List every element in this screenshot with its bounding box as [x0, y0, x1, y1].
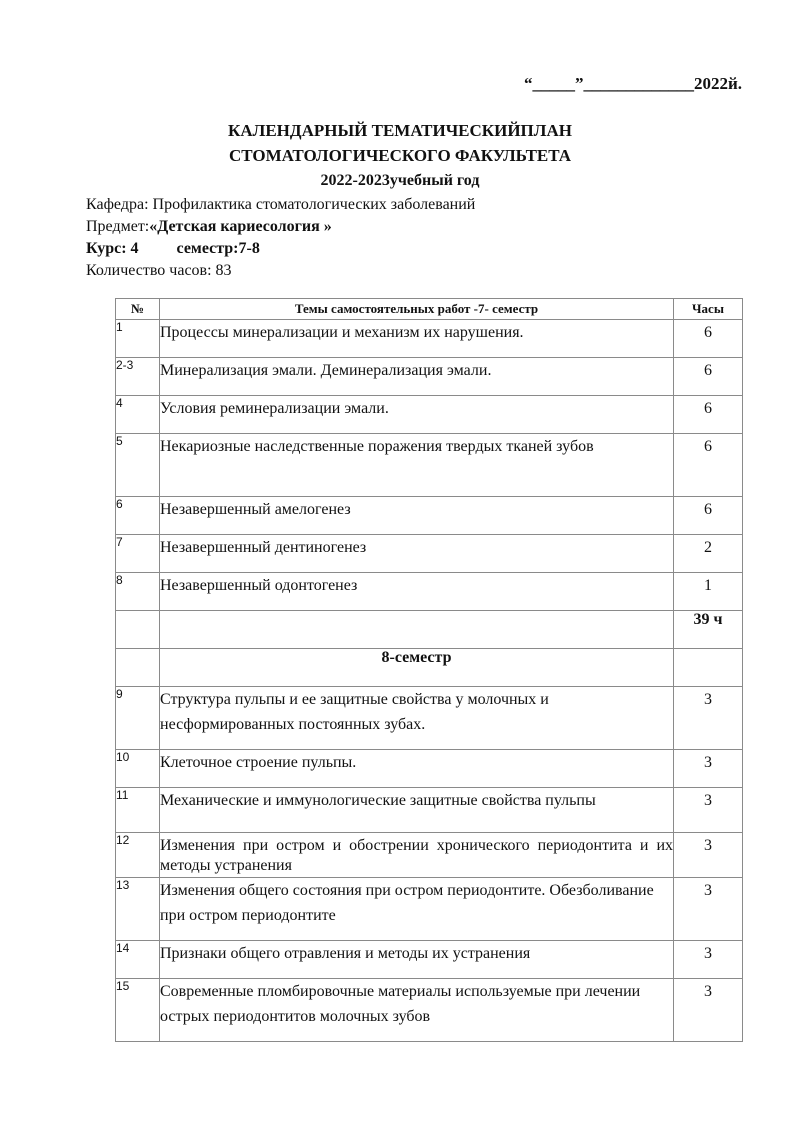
subject-label: Предмет: — [86, 218, 150, 235]
row-topic: Процессы минерализации и механизм их нарушения. — [160, 320, 674, 358]
row-hours: 2 — [674, 535, 743, 573]
row-topic: Современные пломбировочные материалы используемые при лечении острых периодонтитов молочных зубов — [160, 979, 674, 1042]
row-topic: Минерализация эмали. Деминерализация эмали. — [160, 358, 674, 396]
row-num: 9 — [116, 687, 160, 750]
row-topic: Изменения при остром и обострении хронического периодонтита и их методы устранения — [160, 833, 674, 878]
topics-table — [115, 298, 743, 1042]
row-num: 4 — [116, 396, 160, 434]
table-row — [116, 358, 743, 396]
header-hours: Часы — [674, 299, 743, 320]
table-row — [116, 833, 743, 878]
course-line — [86, 240, 260, 258]
row-hours: 6 — [674, 434, 743, 497]
department-label: Кафедра: — [86, 196, 149, 213]
semester7-total: 39 ч — [674, 611, 743, 649]
row-topic: Клеточное строение пульпы. — [160, 750, 674, 788]
row-num: 2-3 — [116, 358, 160, 396]
header-num: № — [116, 299, 160, 320]
row-topic: Незавершенный одонтогенез — [160, 573, 674, 611]
row-hours: 3 — [674, 687, 743, 750]
table-row — [116, 320, 743, 358]
row-topic: Некариозные наследственные поражения твердых тканей зубов — [160, 434, 674, 497]
hours-label: Количество часов: — [86, 262, 212, 279]
row-num: 14 — [116, 941, 160, 979]
date-line: “_____”_____________2022й. — [523, 74, 742, 93]
table-row — [116, 396, 743, 434]
department-value: Профилактика стоматологических заболеваний — [148, 196, 476, 213]
department-line — [86, 196, 475, 214]
row-hours: 1 — [674, 573, 743, 611]
row-topic: Условия реминерализации эмали. — [160, 396, 674, 434]
row-topic: Структура пульпы и ее защитные свойства у молочных и несформированных постоянных зубах. — [160, 687, 674, 750]
row-num: 5 — [116, 434, 160, 497]
hours-value: 83 — [211, 262, 232, 279]
table-row — [116, 573, 743, 611]
row-topic: Механические и иммунологические защитные свойства пульпы — [160, 788, 674, 833]
semester8-label: 8-семестр — [160, 649, 674, 687]
table-row — [116, 878, 743, 941]
table-header-row — [116, 299, 743, 320]
row-hours: 6 — [674, 358, 743, 396]
subject-line — [86, 218, 332, 236]
course-value: Курс: 4 — [86, 240, 139, 257]
row-topic: Незавершенный амелогенез — [160, 497, 674, 535]
row-topic: Изменения общего состояния при остром периодонтите. Обезболивание при остром периодонтите — [160, 878, 674, 941]
row-hours: 3 — [674, 878, 743, 941]
document-title-line-1: КАЛЕНДАРНЫЙ ТЕМАТИЧЕСКИЙПЛАН — [228, 121, 572, 140]
row-hours: 3 — [674, 833, 743, 878]
row-num: 13 — [116, 878, 160, 941]
row-num: 15 — [116, 979, 160, 1042]
hours-line — [86, 262, 232, 280]
table-row — [116, 941, 743, 979]
row-hours: 3 — [674, 941, 743, 979]
row-hours: 3 — [674, 750, 743, 788]
table-row — [116, 788, 743, 833]
table-row — [116, 497, 743, 535]
table-row — [116, 535, 743, 573]
table-row — [116, 750, 743, 788]
row-num: 7 — [116, 535, 160, 573]
row-num: 8 — [116, 573, 160, 611]
row-hours: 6 — [674, 320, 743, 358]
row-num: 1 — [116, 320, 160, 358]
document-title-line-2: СТОМАТОЛОГИЧЕСКОГО ФАКУЛЬТЕТА — [228, 146, 572, 165]
table-row — [116, 687, 743, 750]
semester-value: семестр:7-8 — [176, 240, 260, 257]
semester8-header-row — [116, 649, 743, 687]
row-topic: Признаки общего отравления и методы их устранения — [160, 941, 674, 979]
row-hours: 6 — [674, 497, 743, 535]
row-num: 11 — [116, 788, 160, 833]
row-topic: Незавершенный дентиногенез — [160, 535, 674, 573]
academic-year: 2022-2023учебный год — [320, 172, 480, 189]
row-num: 6 — [116, 497, 160, 535]
row-hours: 3 — [674, 979, 743, 1042]
table-row — [116, 434, 743, 497]
table-row — [116, 979, 743, 1042]
subject-value: «Детская кариесология » — [149, 218, 332, 235]
semester7-total-row — [116, 611, 743, 649]
header-topic: Темы самостоятельных работ -7- семестр — [160, 299, 674, 320]
row-num: 10 — [116, 750, 160, 788]
row-num: 12 — [116, 833, 160, 878]
row-hours: 3 — [674, 788, 743, 833]
row-hours: 6 — [674, 396, 743, 434]
